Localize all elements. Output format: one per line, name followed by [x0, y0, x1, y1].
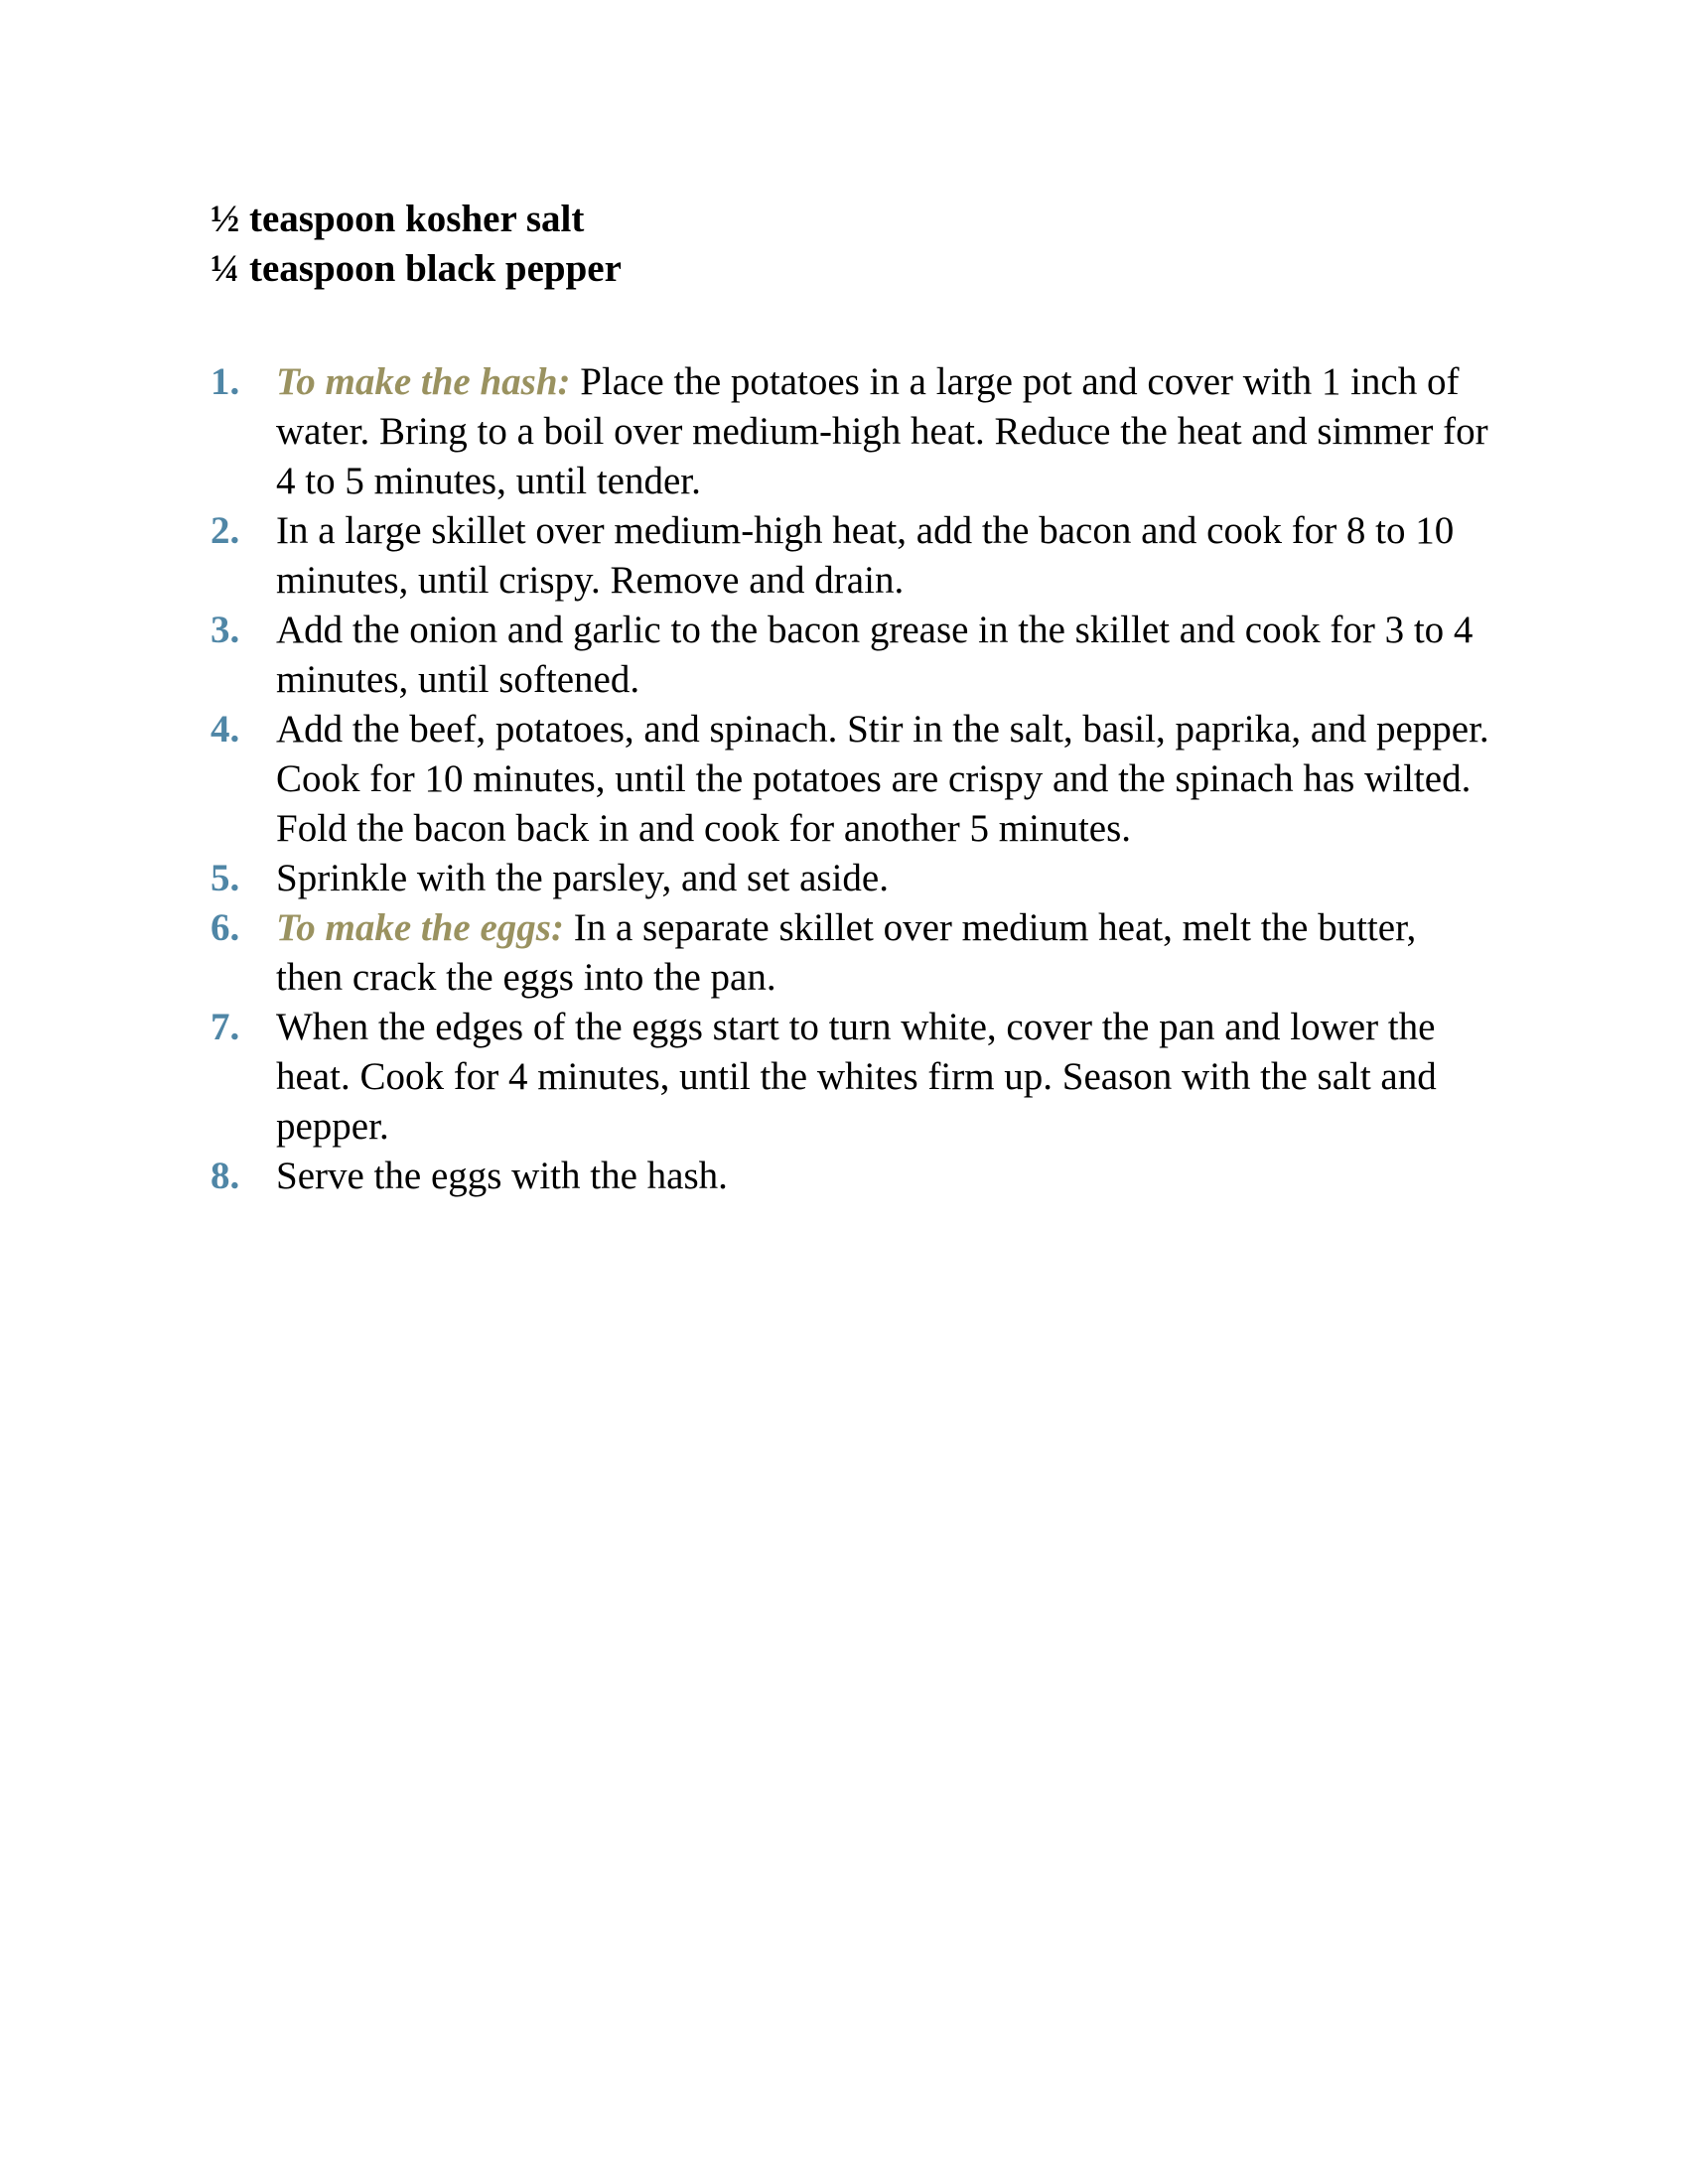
- instruction-steps: [211, 357, 1491, 1201]
- step-text: Add the beef, potatoes, and spinach. Stir in the salt, basil, paprika, and pepper. Cook for 10 minutes, until the potatoes are crispy and the spinach has wilted. Fold the bacon back in and cook for another 5 minutes.: [276, 708, 1489, 850]
- step-item: [211, 357, 1491, 506]
- step-number: 1.: [211, 360, 240, 403]
- step-item: [211, 705, 1491, 854]
- step-text: In a large skillet over medium-high heat, add the bacon and cook for 8 to 10 minutes, until crispy. Remove and drain.: [276, 509, 1455, 602]
- ingredient-pepper: ¼ teaspoon black pepper: [211, 247, 622, 290]
- step-item: [211, 903, 1491, 1003]
- step-text: In a separate skillet over medium heat, melt the butter, then crack the eggs into the pan.: [276, 906, 1417, 999]
- step-number: 3.: [211, 609, 240, 651]
- step-item: [211, 1152, 1491, 1201]
- step-item: [211, 606, 1491, 705]
- ingredient-list: [211, 195, 1501, 294]
- step-text: Serve the eggs with the hash.: [276, 1155, 728, 1197]
- ingredient-salt: ½ teaspoon kosher salt: [211, 198, 585, 240]
- step-lead-in: To make the hash:: [276, 360, 571, 403]
- step-lead-in: To make the eggs:: [276, 906, 564, 949]
- step-number: 5.: [211, 857, 240, 899]
- step-item: [211, 854, 1491, 903]
- step-text: Sprinkle with the parsley, and set aside.: [276, 857, 889, 899]
- step-number: 6.: [211, 906, 240, 949]
- step-number: 8.: [211, 1155, 240, 1197]
- step-text: Place the potatoes in a large pot and cover with 1 inch of water. Bring to a boil over medium-high heat. Reduce the heat and simmer for 4 to 5 minutes, until tender.: [276, 360, 1488, 502]
- step-item: [211, 506, 1491, 606]
- step-text: Add the onion and garlic to the bacon grease in the skillet and cook for 3 to 4 minutes, until softened.: [276, 609, 1474, 701]
- step-number: 4.: [211, 708, 240, 751]
- step-item: [211, 1003, 1491, 1152]
- step-text: When the edges of the eggs start to turn white, cover the pan and lower the heat. Cook for 4 minutes, until the whites firm up. Season with the salt and pepper.: [276, 1006, 1437, 1148]
- step-number: 2.: [211, 509, 240, 552]
- step-number: 7.: [211, 1006, 240, 1048]
